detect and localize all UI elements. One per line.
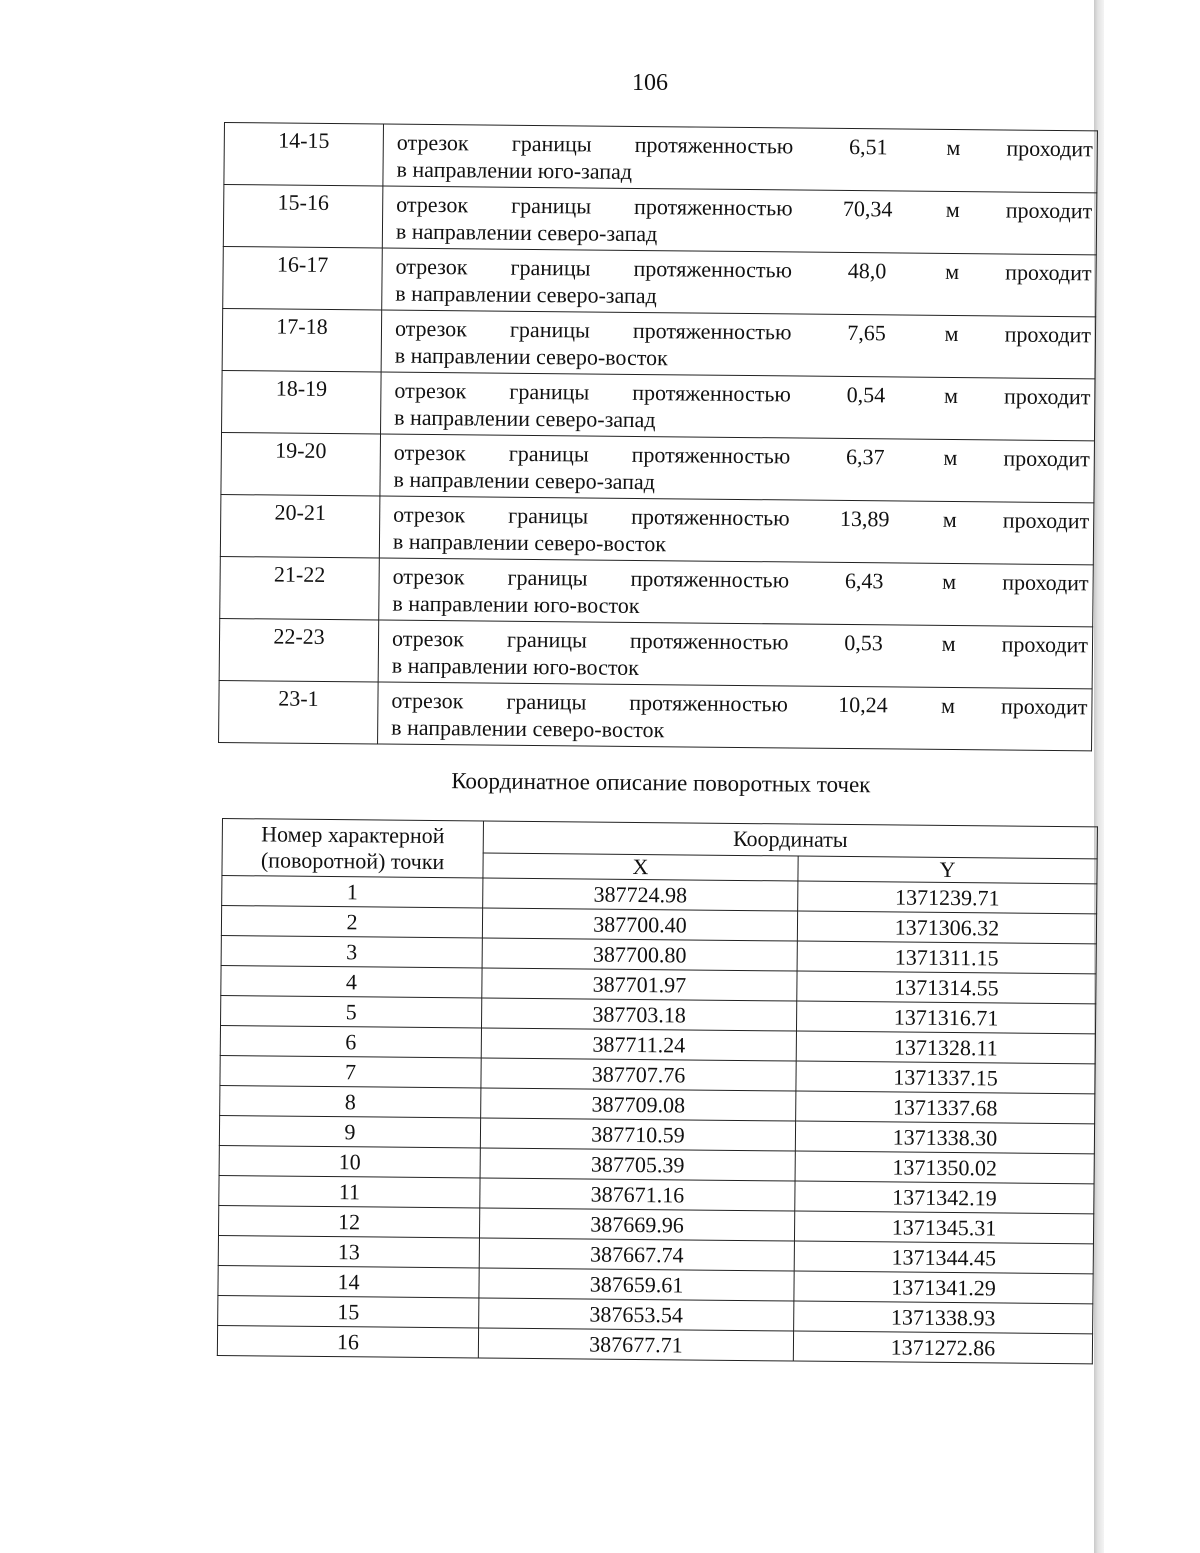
segment-word1: отрезок <box>391 687 464 714</box>
segment-id: 21-22 <box>220 556 380 620</box>
segment-word2: границы <box>506 626 588 653</box>
segment-verb: проходит <box>1002 569 1089 596</box>
coord-x: 387677.71 <box>478 1328 793 1361</box>
point-number: 11 <box>219 1175 480 1208</box>
segment-direction: в направлении северо-восток <box>392 528 667 557</box>
segment-word2: границы <box>508 440 589 467</box>
segment-word3: протяженностью <box>629 627 789 655</box>
segment-length: 6,43 <box>844 567 884 594</box>
segment-word3: протяженностью <box>629 689 789 717</box>
segment-word1: отрезок <box>391 625 465 652</box>
coord-y: 1371344.45 <box>794 1241 1093 1274</box>
segment-verb: проходит <box>1003 383 1091 410</box>
coord-x: 387667.74 <box>479 1238 794 1271</box>
segment-word3: протяженностью <box>634 131 794 159</box>
segment-word3: протяженностью <box>630 565 790 593</box>
segment-length: 6,51 <box>848 134 888 160</box>
section-title: Координатное описание поворотных точек <box>451 768 871 798</box>
coord-x: 387711.24 <box>481 1028 796 1061</box>
coordinates-header <box>222 819 1098 884</box>
segment-word3: протяженностью <box>633 193 793 221</box>
segment-unit: м <box>945 258 960 285</box>
segment-word2: границы <box>507 564 588 591</box>
segment-word3: протяженностью <box>632 317 792 345</box>
coord-y: 1371341.29 <box>794 1271 1093 1304</box>
point-number: 10 <box>219 1145 480 1178</box>
segment-word1: отрезок <box>396 129 469 156</box>
coord-y: 1371342.19 <box>795 1181 1094 1214</box>
point-number: 3 <box>221 935 482 968</box>
segment-verb: проходит <box>1000 693 1088 720</box>
coord-y: 1371337.68 <box>796 1091 1095 1124</box>
coord-x: 387700.80 <box>482 938 797 971</box>
segment-length: 0,53 <box>844 629 883 656</box>
segment-unit: м <box>946 134 961 161</box>
segment-description <box>381 372 1096 441</box>
segment-length: 48,0 <box>847 257 887 284</box>
point-number: 16 <box>217 1325 478 1358</box>
point-number: 2 <box>221 906 482 939</box>
coord-x: 387709.08 <box>481 1088 796 1121</box>
coord-x: 387707.76 <box>481 1058 796 1091</box>
segment-unit: м <box>941 630 956 657</box>
coordinates-body <box>217 876 1097 1364</box>
coord-y: 1371338.30 <box>795 1121 1094 1154</box>
segment-row <box>223 185 1097 255</box>
segment-description <box>380 434 1095 503</box>
header-y: Y <box>798 856 1097 884</box>
coord-y: 1371239.71 <box>798 881 1097 914</box>
coord-y: 1371311.15 <box>797 941 1096 974</box>
segment-word1: отрезок <box>392 563 465 590</box>
coord-y: 1371314.55 <box>797 971 1096 1004</box>
point-number: 6 <box>220 1025 481 1058</box>
point-number: 15 <box>218 1295 479 1328</box>
segment-description <box>378 682 1093 751</box>
page-number <box>0 70 1200 97</box>
segment-direction: в направлении северо-запад <box>394 404 656 433</box>
segment-row <box>219 618 1093 688</box>
header-x: X <box>483 853 798 881</box>
coord-x: 387669.96 <box>479 1208 794 1241</box>
header-coordinates: Координаты <box>483 821 1097 858</box>
segment-description <box>378 620 1093 689</box>
segment-word3: протяженностью <box>633 255 793 283</box>
point-number: 1 <box>222 876 483 909</box>
coord-x: 387653.54 <box>479 1298 794 1331</box>
segment-description <box>382 186 1097 255</box>
coord-y: 1371316.71 <box>796 1001 1095 1034</box>
header-point-number <box>222 819 484 879</box>
segment-word1: отрезок <box>396 191 469 218</box>
segment-unit: м <box>942 568 957 595</box>
segment-word2: границы <box>511 130 592 157</box>
segment-direction: в направлении юго-восток <box>391 652 640 681</box>
segment-direction: в направлении юго-запад <box>396 156 633 184</box>
segment-row <box>221 432 1095 502</box>
point-number: 13 <box>218 1235 479 1268</box>
coord-x: 387701.97 <box>482 968 797 1001</box>
coord-y: 1371350.02 <box>795 1151 1094 1184</box>
segment-verb: проходит <box>1006 135 1093 162</box>
segment-word2: границы <box>508 502 589 529</box>
segment-row <box>222 308 1096 378</box>
coord-x: 387705.39 <box>480 1148 795 1181</box>
segment-unit: м <box>945 196 960 223</box>
coord-y: 1371345.31 <box>794 1211 1093 1244</box>
segments-body <box>219 123 1098 751</box>
coord-y: 1371328.11 <box>796 1031 1095 1064</box>
segment-description <box>381 310 1096 379</box>
coord-x: 387700.40 <box>482 908 797 941</box>
segment-length: 70,34 <box>842 195 893 222</box>
segment-word2: границы <box>506 688 587 715</box>
segment-unit: м <box>943 444 958 471</box>
segment-id: 14-15 <box>224 123 384 187</box>
point-number: 14 <box>218 1265 479 1298</box>
segment-direction: в направлении северо-восток <box>394 342 668 371</box>
header-point-line2: (поворотной) точки <box>260 847 445 875</box>
segment-id: 15-16 <box>223 185 383 249</box>
segment-unit: м <box>940 692 956 719</box>
coord-x: 387710.59 <box>480 1118 795 1151</box>
segment-direction: в направлении северо-запад <box>393 466 656 495</box>
segment-row <box>220 556 1094 626</box>
segment-id: 18-19 <box>222 370 382 434</box>
point-number: 8 <box>220 1085 481 1118</box>
coord-y: 1371337.15 <box>796 1061 1095 1094</box>
segment-id: 16-17 <box>223 246 383 310</box>
coord-y: 1371306.32 <box>797 911 1096 944</box>
boundary-segments-table <box>218 122 1098 751</box>
point-number: 9 <box>219 1115 480 1148</box>
coord-y: 1371338.93 <box>794 1301 1093 1334</box>
segment-direction: в направлении северо-запад <box>395 218 658 247</box>
segment-word1: отрезок <box>393 439 466 466</box>
point-number: 5 <box>221 995 482 1028</box>
segment-id: 22-23 <box>219 618 379 682</box>
segment-word1: отрезок <box>395 253 468 280</box>
coordinates-table <box>217 818 1098 1364</box>
segment-unit: м <box>943 382 959 409</box>
segment-word2: границы <box>510 254 591 281</box>
segment-direction: в направлении юго-восток <box>392 590 640 619</box>
segment-length: 0,54 <box>846 381 886 408</box>
point-number: 4 <box>221 965 482 998</box>
segment-word2: границы <box>509 316 590 343</box>
coord-x: 387659.61 <box>479 1268 794 1301</box>
segment-id: 23-1 <box>219 680 379 744</box>
segment-description <box>383 124 1098 193</box>
segment-length: 13,89 <box>839 505 890 532</box>
segment-word2: границы <box>511 192 592 219</box>
point-number: 12 <box>218 1205 479 1238</box>
segment-unit: м <box>944 320 959 347</box>
segment-length: 6,37 <box>845 443 885 470</box>
segment-row <box>222 370 1096 440</box>
segment-word1: отрезок <box>394 377 467 404</box>
segment-verb: проходит <box>1005 259 1092 286</box>
page-number-text: 106 <box>632 70 668 96</box>
segment-length: 10,24 <box>838 691 888 718</box>
segment-word3: протяженностью <box>631 503 790 531</box>
segment-word2: границы <box>509 378 590 405</box>
segment-description <box>382 248 1097 317</box>
segment-unit: м <box>942 506 957 533</box>
segment-id: 20-21 <box>220 494 380 558</box>
segment-direction: в направлении северо-восток <box>391 714 665 743</box>
segment-verb: проходит <box>1002 507 1090 534</box>
segment-description <box>379 558 1094 627</box>
coord-x: 387724.98 <box>483 878 798 911</box>
point-number: 7 <box>220 1055 481 1088</box>
coord-y: 1371272.86 <box>793 1331 1092 1364</box>
coord-x: 387671.16 <box>480 1178 795 1211</box>
segment-word3: протяженностью <box>632 379 791 407</box>
coord-x: 387703.18 <box>481 998 796 1031</box>
segment-word1: отрезок <box>394 315 468 342</box>
segment-length: 7,65 <box>847 319 886 346</box>
segment-row <box>223 246 1097 316</box>
segment-verb: проходит <box>1003 445 1090 472</box>
segment-verb: проходит <box>1005 197 1093 224</box>
header-point-line1: Номер характерной <box>261 821 445 849</box>
segment-row <box>224 123 1098 193</box>
segment-word1: отрезок <box>393 501 466 528</box>
segment-row <box>220 494 1094 564</box>
segment-word3: протяженностью <box>631 441 791 469</box>
segment-row <box>219 680 1093 750</box>
segment-description <box>379 496 1094 565</box>
segment-id: 17-18 <box>222 308 382 372</box>
header-row-1 <box>222 819 1097 859</box>
segment-id: 19-20 <box>221 432 381 496</box>
segment-direction: в направлении северо-запад <box>395 280 657 309</box>
segment-verb: проходит <box>1004 321 1092 348</box>
segment-verb: проходит <box>1001 631 1089 658</box>
